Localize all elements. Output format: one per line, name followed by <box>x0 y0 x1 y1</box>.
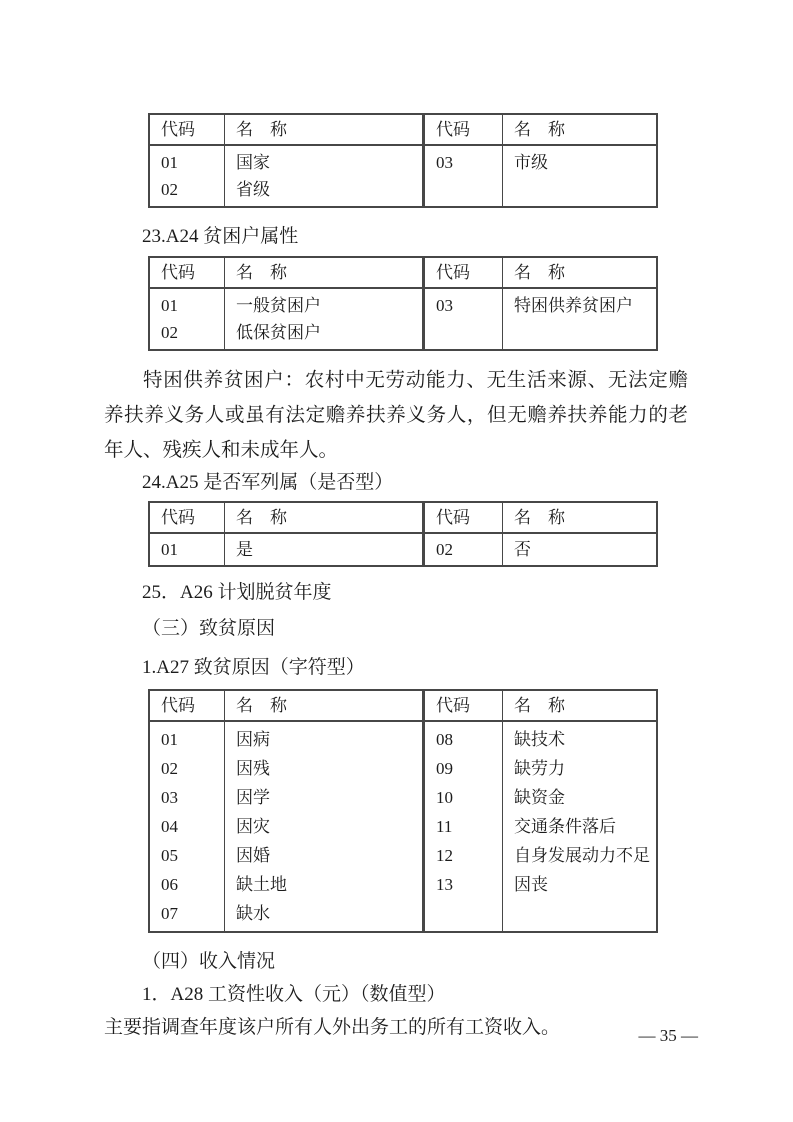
table-col-header-name: 名 称 <box>503 691 656 722</box>
table-cell-name: 缺劳力 <box>514 759 565 778</box>
table-col-header-code: 代码 <box>425 503 503 534</box>
table-cell-code: 01 <box>161 730 178 749</box>
table-cell-code: 04 <box>161 817 178 836</box>
table-col-header-name: 名 称 <box>225 258 425 289</box>
code-table-level <box>148 113 658 208</box>
table-col-header-name: 名 称 <box>225 115 425 146</box>
table-codes-left <box>150 146 225 206</box>
table-cell-name: 因残 <box>236 759 270 778</box>
definition-paragraph: 特困供养贫困户：农村中无劳动能力、无生活来源、无法定赡养扶养义务人或虽有法定赡养扶养义务人，但无赡养扶养能力的老年人、残疾人和未成年人。 <box>104 370 688 461</box>
table-cell-name: 特困供养贫困户 <box>514 296 633 315</box>
table-cell-name: 因婚 <box>236 846 270 865</box>
table-codes-left <box>150 534 225 565</box>
table-codes-left <box>150 722 225 931</box>
table-cell-code: 02 <box>161 180 178 199</box>
table-cell-name: 缺技术 <box>514 730 565 749</box>
table-cell-code: 07 <box>161 904 178 923</box>
table-col-header-code: 代码 <box>425 258 503 289</box>
table-cell-name: 是 <box>236 540 253 559</box>
table-cell-name: 因学 <box>236 788 270 807</box>
table-cell-name: 缺土地 <box>236 875 287 894</box>
table-cell-code: 06 <box>161 875 178 894</box>
table-cell-code: 11 <box>436 817 453 836</box>
table-codes-right <box>425 722 503 931</box>
table-cell-name: 自身发展动力不足 <box>514 846 650 865</box>
table-cell-code: 01 <box>161 540 178 559</box>
section-heading-a24: 23.A24 贫困户属性 <box>142 226 299 247</box>
code-table-poor-type <box>148 256 658 351</box>
table-cell-code: 02 <box>161 759 178 778</box>
table-cell-name: 缺水 <box>236 904 270 923</box>
section-heading-a27: 1.A27 致贫原因（字符型） <box>142 657 365 678</box>
table-names-left <box>225 146 425 206</box>
table-col-header-name: 名 称 <box>503 115 656 146</box>
table-cell-name: 市级 <box>514 153 548 172</box>
table-names-right <box>503 722 656 931</box>
table-names-left <box>225 289 425 349</box>
table-cell-name: 因灾 <box>236 817 270 836</box>
section-heading-a28: 1．A28 工资性收入（元）（数值型） <box>142 984 446 1005</box>
table-cell-code: 09 <box>436 759 453 778</box>
page-number: — 35 — <box>638 1026 698 1045</box>
code-table-causes <box>148 689 658 933</box>
table-col-header-code: 代码 <box>150 691 225 722</box>
table-col-header-name: 名 称 <box>503 503 656 534</box>
table-col-header-code: 代码 <box>425 691 503 722</box>
table-col-header-code: 代码 <box>150 258 225 289</box>
table-names-left <box>225 722 425 931</box>
table-cell-code: 02 <box>436 540 453 559</box>
table-cell-code: 01 <box>161 153 178 172</box>
table-col-header-name: 名 称 <box>225 691 425 722</box>
table-cell-name: 省级 <box>236 180 270 199</box>
table-col-header-code: 代码 <box>150 115 225 146</box>
table-cell-name: 交通条件落后 <box>514 817 616 836</box>
table-cell-name: 低保贫困户 <box>236 323 321 342</box>
table-cell-name: 因丧 <box>514 875 548 894</box>
table-names-right <box>503 289 656 349</box>
table-cell-code: 13 <box>436 875 453 894</box>
section-heading-a26: 25．A26 计划脱贫年度 <box>142 582 332 603</box>
table-codes-left <box>150 289 225 349</box>
table-cell-code: 10 <box>436 788 453 807</box>
section-heading-3: （三）致贫原因 <box>142 618 276 639</box>
table-col-header-code: 代码 <box>150 503 225 534</box>
table-cell-code: 03 <box>161 788 178 807</box>
table-cell-code: 03 <box>436 153 453 172</box>
table-names-left <box>225 534 425 565</box>
table-names-right <box>503 146 656 206</box>
table-cell-code: 08 <box>436 730 453 749</box>
table-cell-name: 否 <box>514 540 531 559</box>
table-cell-name: 因病 <box>236 730 270 749</box>
table-col-header-code: 代码 <box>425 115 503 146</box>
table-cell-code: 01 <box>161 296 178 315</box>
table-cell-code: 05 <box>161 846 178 865</box>
a28-note: 主要指调查年度该户所有人外出务工的所有工资收入。 <box>104 1017 561 1038</box>
table-codes-right <box>425 146 503 206</box>
table-cell-name: 国家 <box>236 153 270 172</box>
code-table-yesno <box>148 501 658 567</box>
table-cell-name: 一般贫困户 <box>236 296 321 315</box>
table-cell-code: 02 <box>161 323 178 342</box>
section-heading-4: （四）收入情况 <box>142 951 276 972</box>
table-cell-name: 缺资金 <box>514 788 565 807</box>
table-names-right <box>503 534 656 565</box>
table-codes-right <box>425 534 503 565</box>
table-col-header-name: 名 称 <box>225 503 425 534</box>
table-cell-code: 12 <box>436 846 453 865</box>
table-codes-right <box>425 289 503 349</box>
section-heading-a25: 24.A25 是否军列属（是否型） <box>142 472 394 493</box>
table-cell-code: 03 <box>436 296 453 315</box>
table-col-header-name: 名 称 <box>503 258 656 289</box>
